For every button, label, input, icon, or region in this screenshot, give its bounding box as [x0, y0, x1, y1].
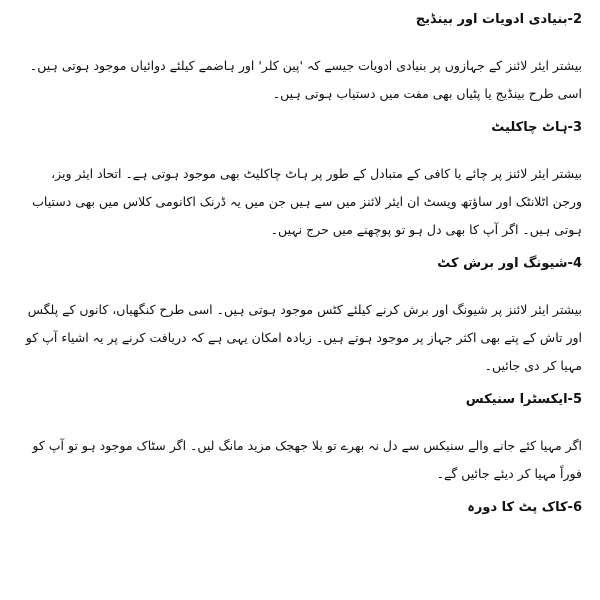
section-heading: 6-کاک پٹ کا دورہ — [467, 500, 582, 515]
section-extra-snacks — [22, 390, 582, 488]
section-heading: 3-ہاٹ چاکلیٹ — [491, 120, 582, 135]
section-paragraph: اگر مہیا کئے جانے والے سنیکس سے دل نہ بھرے تو بلا جھجک مزید مانگ لیں۔ اگر سٹاک موجود ہو تو آپ کو فوراً مہیا کر دیئے جائیں گے۔ — [32, 438, 582, 481]
section-heading: 5-ایکسٹرا سنیکس — [465, 392, 582, 407]
section-basic-medicines — [22, 10, 582, 108]
section-cockpit-visit — [22, 498, 582, 518]
section-shaving-brush-kit — [22, 254, 582, 380]
section-paragraph: بیشتر ایئر لائنز کے جہازوں پر بنیادی ادویات جیسے کہ 'پین کلر' اور ہاضمے کیلئے دوائیاں موجود ہوتی ہیں۔ اسی طرح بینڈیج یا پٹیاں بھی مفت میں دستیاب ہوتی ہیں۔ — [29, 58, 582, 101]
section-hot-chocolate — [22, 118, 582, 244]
section-paragraph: بیشتر ایئر لائنز پر چائے یا کافی کے متبادل کے طور پر ہاٹ چاکلیٹ بھی موجود ہوتی ہے۔ اتحاد ایئر ویز، ورجن اٹلانٹک اور ساؤتھ ویسٹ ان ایئر لائنز میں سے ہیں جن میں یہ ڈرنک اکانومی کلاس میں بھی دستیاب ہوتی ہیں۔ اگر آپ کا بھی دل ہو تو پوچھنے میں حرج نہیں۔ — [32, 166, 582, 237]
section-heading: 4-شیونگ اور برش کٹ — [437, 256, 582, 271]
section-paragraph: بیشتر ایئر لائنز پر شیونگ اور برش کرنے کیلئے کٹس موجود ہوتی ہیں۔ اسی طرح کنگھیاں، کانوں کے پلگس اور تاش کے پتے بھی اکثر جہاز پر موجود ہوتے ہیں۔ زیادہ امکان یہی ہے کہ دریافت کرنے پر یہ اشیاء آپ کو مہیا کر دی جائیں۔ — [25, 302, 582, 373]
section-heading: 2-بنیادی ادویات اور بینڈیج — [415, 12, 582, 27]
